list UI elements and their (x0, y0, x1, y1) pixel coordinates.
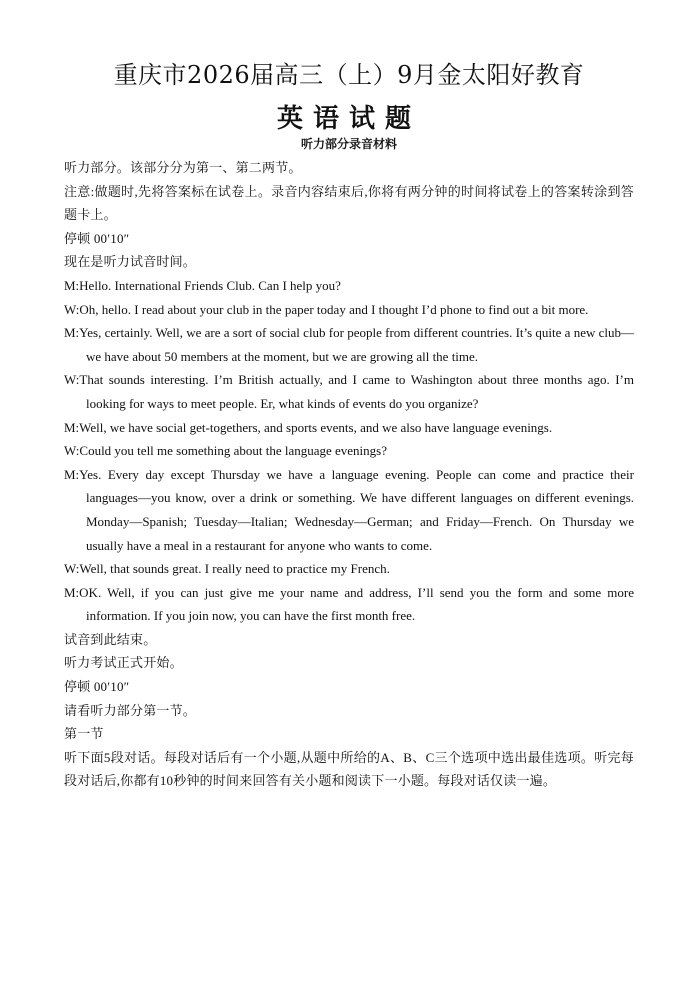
trial-start-text: 现在是听力试音时间。 (64, 254, 197, 270)
dialogue-line: M:OK. Well, if you can just give me your name and address, I’ll send you the form and some more information. If you join now, you can have the first month free. (64, 584, 634, 624)
dialogue-line: M:Yes, certainly. Well, we are a sort of social club for people from different countries. It’s quite a new club—we have about 50 members at the moment, but we are growing all the time. (64, 325, 634, 364)
intro-text: 听力部分。该部分分为第一、第二两节。 (64, 160, 302, 175)
section-prompt-text: 请看听力部分第一节。 (64, 702, 197, 718)
trial-end-text: 试音到此结束。 (64, 631, 157, 647)
dialogue-line: W:Well, that sounds great. I really need to practice my French. (64, 561, 390, 577)
dialogue-line: W:That sounds interesting. I’m British actually, and I came to Washington about three months ago. I’m looking for ways to meet people. Er, what kinds of events do you organize? (64, 372, 634, 411)
transcript-body (64, 156, 634, 793)
subject-title: 英语试题 (276, 104, 421, 134)
exam-start-text: 听力考试正式开始。 (64, 655, 183, 671)
dialogue-line: M:Well, we have social get-togethers, and sports events, and we also have language evenings. (64, 419, 553, 435)
pause-marker: 停顿 00′10″ (64, 679, 130, 695)
document-subtitle: 听力部分录音材料 (300, 137, 397, 151)
document-title: 重庆市2026届高三（上）9月金太阳好教育 (113, 61, 585, 89)
pause-marker: 停顿 00′10″ (64, 230, 130, 246)
dialogue-line: W:Could you tell me something about the language evenings? (64, 443, 388, 459)
note-text: 注意:做题时,先将答案标在试卷上。录音内容结束后,你将有两分钟的时间将试卷上的答案转涂到答题卡上。 (64, 183, 634, 223)
section-instructions: 听下面5段对话。每段对话后有一个小题,从题中所给的A、B、C三个选项中选出最佳选项。听完每段对话后,你都有10秒钟的时间来回答有关小题和阅读下一小题。每段对话仅读一遍。 (64, 749, 634, 789)
section-heading: 第一节 (64, 726, 104, 742)
dialogue-line: M:Hello. International Friends Club. Can I help you? (64, 277, 341, 293)
dialogue-line: M:Yes. Every day except Thursday we have a language evening. People can come and practice their languages—you know, over a drink or something. We have different languages on different evenings. Monday—Spanish; Tuesday—Italian; Wednesday—German; and Friday—French. On Thursday we usually have a meal in a restaurant for anyone who wants to come. (64, 466, 634, 553)
dialogue-line: W:Oh, hello. I read about your club in the paper today and I thought I’d phone to find out a bit more. (64, 301, 589, 317)
